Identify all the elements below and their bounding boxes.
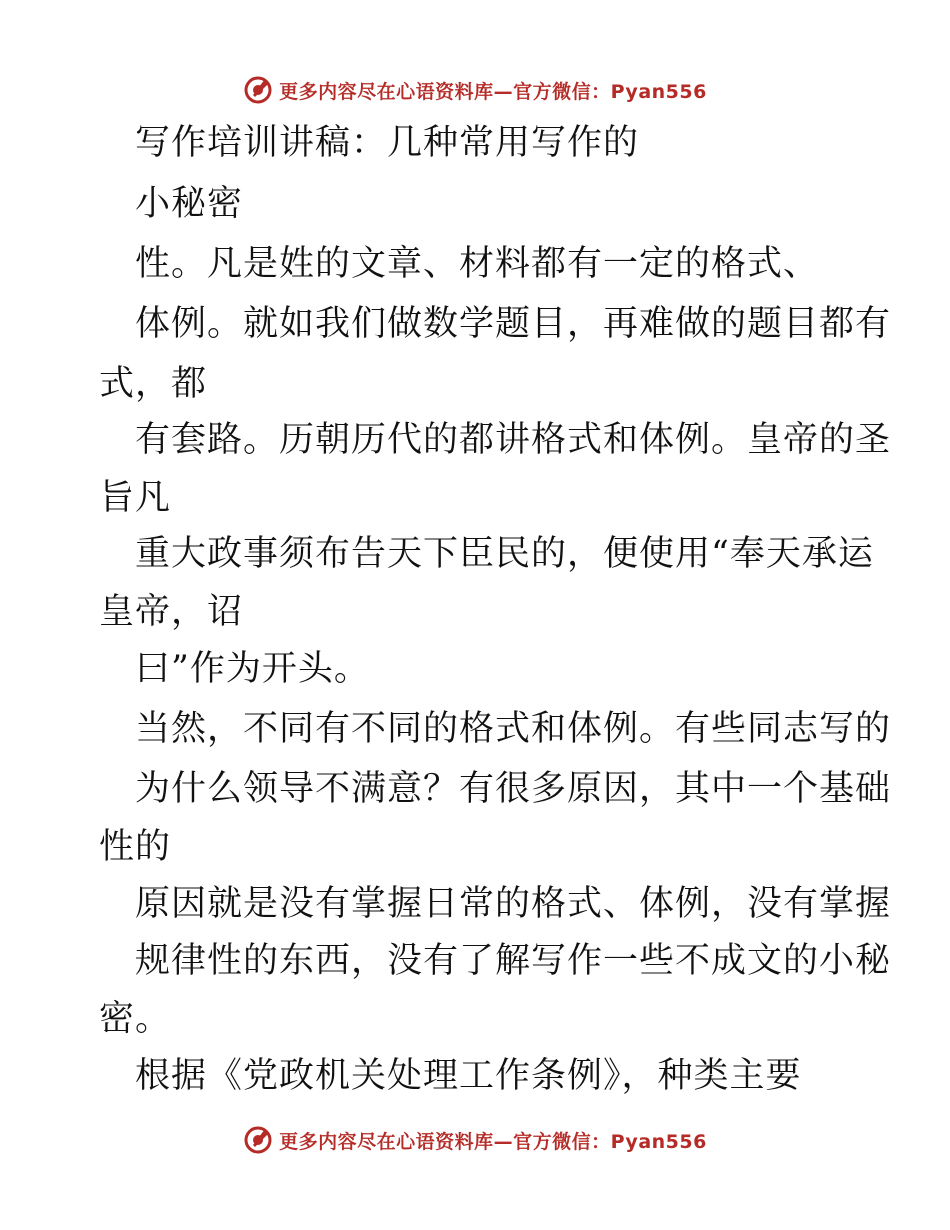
text-line: 原因就是没有掌握日常的格式、体例，没有掌握 xyxy=(135,884,892,924)
text-line: 性。凡是姓的文章、材料都有一定的格式、 xyxy=(135,244,820,284)
text-line: 体例。就如我们做数学题目，再难做的题目都有 xyxy=(135,304,892,344)
text-line: 密。 xyxy=(99,999,172,1039)
footer-banner xyxy=(0,1120,950,1160)
footer-banner-text: 更多内容尽在心语资料库—官方微信：Pyan556 xyxy=(279,1130,707,1153)
text-line: 有套路。历朝历代的都讲格式和体例。皇帝的圣 xyxy=(135,420,892,460)
text-line: 写作培训讲稿：几种常用写作的 xyxy=(135,123,640,163)
text-line: 当然，不同有不同的格式和体例。有些同志写的 xyxy=(135,709,892,749)
text-line: 皇帝，诏 xyxy=(99,592,244,632)
quill-logo-icon xyxy=(243,75,273,105)
header-banner-text: 更多内容尽在心语资料库—官方微信：Pyan556 xyxy=(279,80,707,103)
text-line: 重大政事须布告天下臣民的，便使用“奉天承运 xyxy=(135,534,874,574)
text-line: 旨凡 xyxy=(99,478,172,518)
quill-logo-icon xyxy=(243,1125,273,1155)
text-line: 曰”作为开头。 xyxy=(135,649,370,689)
header-banner xyxy=(0,70,950,110)
text-line: 小秘密 xyxy=(135,184,244,224)
text-line: 为什么领导不满意？有很多原因，其中一个基础 xyxy=(135,769,892,809)
text-line: 性的 xyxy=(99,827,172,867)
text-line: 规律性的东西，没有了解写作一些不成文的小秘 xyxy=(135,941,892,981)
text-line: 根据《党政机关处理工作条例》，种类主要 xyxy=(135,1056,802,1096)
text-line: 式，都 xyxy=(99,364,208,404)
